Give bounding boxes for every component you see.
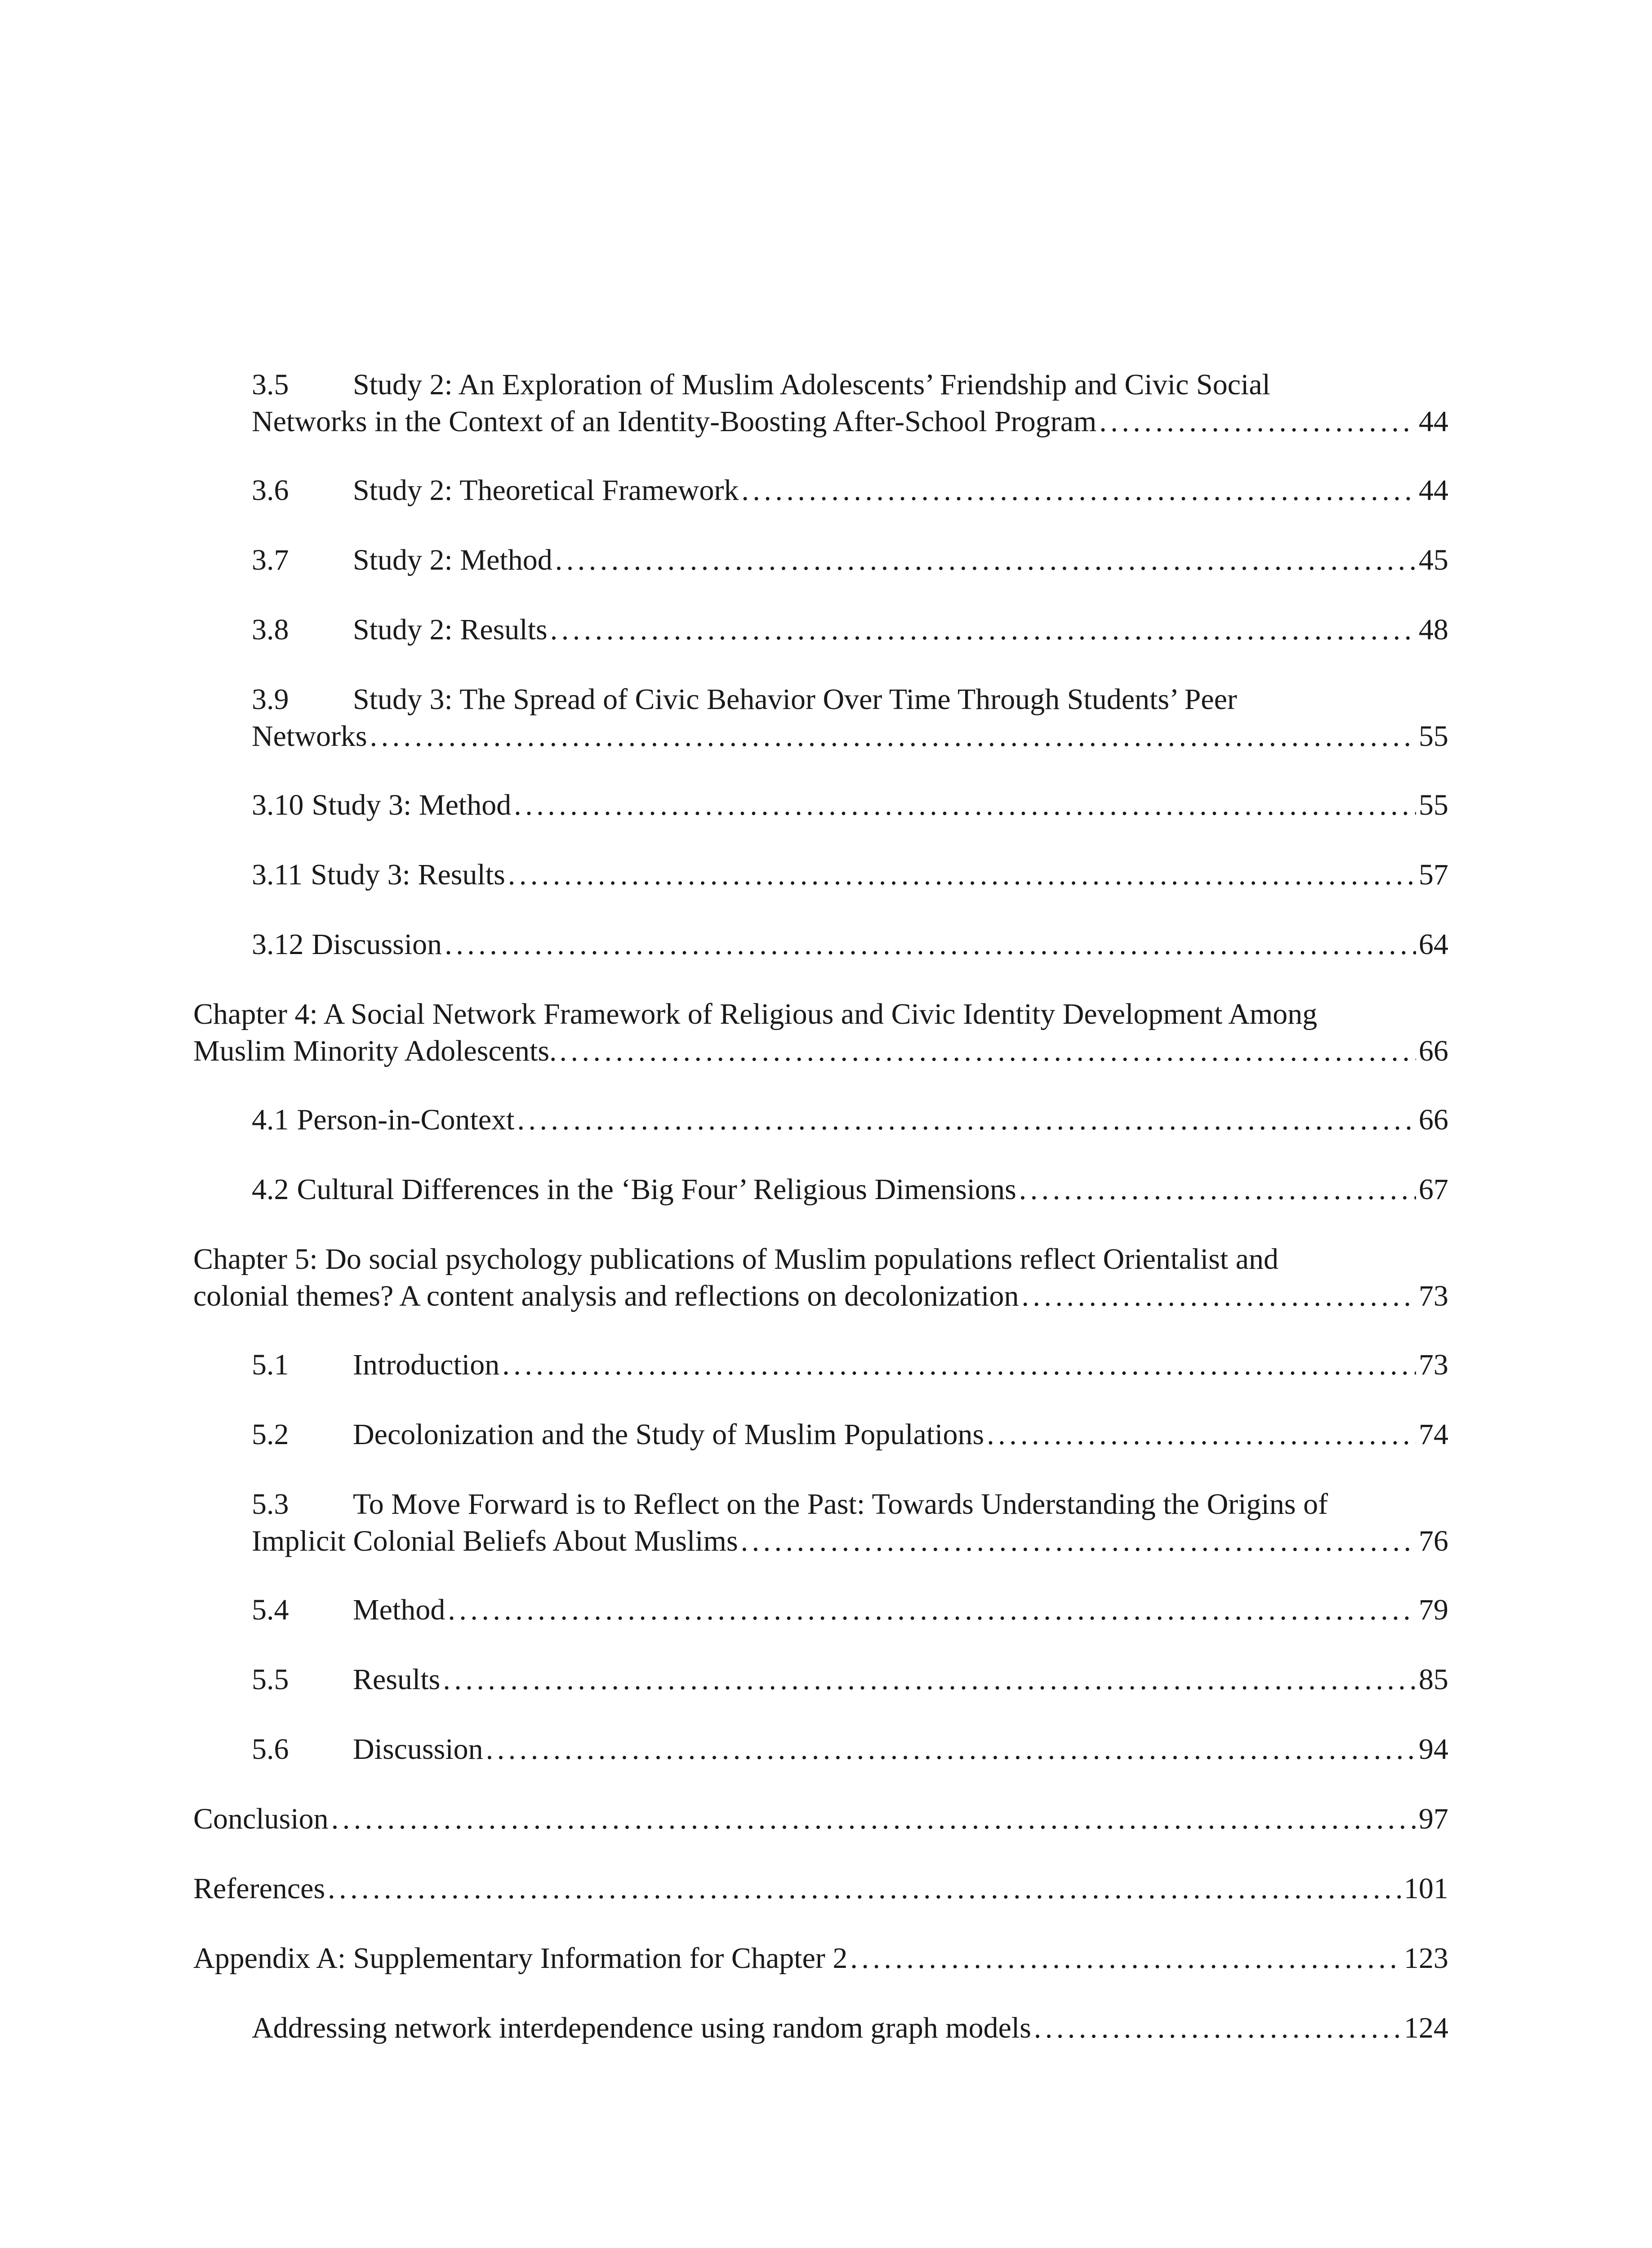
entry-title-line2: Implicit Colonial Beliefs About Muslims	[252, 1525, 738, 1557]
page-number: 123	[1404, 1942, 1448, 1975]
entry-title-line1: Study 3: The Spread of Civic Behavior Over Time Through Students’ Peer	[353, 683, 1237, 716]
toc-entry-3-12[interactable]	[252, 926, 1448, 963]
dot-leader	[448, 1592, 1416, 1628]
section-number: 5.5	[252, 1663, 289, 1696]
section-number: 3.6	[252, 474, 289, 507]
section-number: 5.3	[252, 1488, 289, 1521]
page-number: 85	[1419, 1663, 1448, 1696]
dot-leader	[508, 856, 1416, 893]
dot-leader	[550, 611, 1416, 648]
dot-leader	[850, 1940, 1401, 1977]
page-number: 55	[1419, 720, 1448, 753]
entry-title: Study 3: Method	[312, 789, 512, 821]
toc-entry-5-3[interactable]	[252, 1486, 1448, 1560]
page-number: 66	[1419, 1035, 1448, 1067]
dot-leader	[486, 1731, 1416, 1768]
entry-title: Method	[353, 1593, 445, 1626]
page-number: 48	[1419, 613, 1448, 646]
dot-leader	[1019, 1171, 1416, 1208]
dot-leader	[987, 1416, 1416, 1453]
section-number: 3.9	[252, 683, 289, 716]
dot-leader	[1021, 1278, 1416, 1315]
entry-title-line1: Chapter 4: A Social Network Framework of Religious and Civic Identity Development Among	[193, 998, 1318, 1030]
toc-entry-5-4[interactable]	[252, 1592, 1448, 1628]
entry-title: Study 3: Results	[311, 858, 505, 891]
page-number: 45	[1419, 544, 1448, 576]
toc-entry-conclusion[interactable]	[193, 1801, 1448, 1838]
dot-leader	[517, 1102, 1416, 1138]
page-number: 57	[1419, 858, 1448, 891]
entry-title: Study 2: Theoretical Framework	[353, 474, 739, 507]
entry-title: Results	[353, 1663, 441, 1696]
section-number: 4.1	[252, 1103, 289, 1136]
entry-title: Study 2: Method	[353, 544, 552, 576]
page-number: 44	[1419, 405, 1448, 438]
section-number: 3.7	[252, 544, 289, 576]
toc-entry-5-1[interactable]	[252, 1347, 1448, 1383]
toc-entry-5-6[interactable]	[252, 1731, 1448, 1768]
dot-leader	[555, 542, 1416, 579]
entry-title: References	[193, 1872, 325, 1905]
entry-title: Study 2: Results	[353, 613, 548, 646]
dot-leader	[741, 472, 1416, 509]
entry-title: Appendix A: Supplementary Information for Chapter 2	[193, 1942, 848, 1975]
section-number: 3.10	[252, 789, 304, 821]
entry-title: Decolonization and the Study of Muslim Populations	[353, 1418, 984, 1451]
section-number: 3.5	[252, 368, 289, 401]
entry-title: Introduction	[353, 1348, 500, 1381]
dot-leader	[1034, 2010, 1401, 2047]
entry-title-line2: Networks in the Context of an Identity-Boosting After-School Program	[252, 405, 1097, 438]
dot-leader	[514, 787, 1416, 824]
entry-title: Addressing network interdependence using random graph models	[252, 2012, 1031, 2044]
section-number: 5.6	[252, 1733, 289, 1766]
entry-title: Cultural Differences in the ‘Big Four’ Religious Dimensions	[297, 1173, 1016, 1206]
toc-entry-3-5[interactable]	[252, 366, 1448, 440]
page-number: 74	[1419, 1418, 1448, 1451]
page-number: 94	[1419, 1733, 1448, 1766]
dot-leader	[370, 718, 1416, 755]
page-number: 101	[1404, 1872, 1448, 1905]
dot-leader	[445, 926, 1416, 963]
dot-leader	[741, 1523, 1416, 1560]
entry-title-line2: Muslim Minority Adolescents.	[193, 1035, 557, 1067]
toc-entry-4-1[interactable]	[252, 1102, 1448, 1138]
toc-entry-3-10[interactable]	[252, 787, 1448, 824]
toc-entry-references[interactable]	[193, 1870, 1448, 1907]
dot-leader	[560, 1033, 1416, 1070]
section-number: 5.2	[252, 1418, 289, 1451]
section-number: 3.11	[252, 858, 303, 891]
entry-title-line1: Chapter 5: Do social psychology publications of Muslim populations reflect Orientalist and	[193, 1243, 1279, 1276]
toc-entry-chapter-5[interactable]	[193, 1241, 1448, 1315]
toc-entry-5-5[interactable]	[252, 1661, 1448, 1698]
entry-title-line2: colonial themes? A content analysis and reflections on decolonization	[193, 1280, 1019, 1312]
dot-leader	[443, 1661, 1416, 1698]
page-number: 73	[1419, 1348, 1448, 1381]
section-number: 3.12	[252, 928, 304, 961]
page-number: 76	[1419, 1525, 1448, 1557]
toc-entry-3-8[interactable]	[252, 611, 1448, 648]
page-number: 79	[1419, 1593, 1448, 1626]
entry-title: Discussion	[312, 928, 442, 961]
page-number: 97	[1419, 1802, 1448, 1835]
entry-title-line1: Study 2: An Exploration of Muslim Adolescents’ Friendship and Civic Social	[353, 368, 1270, 401]
page-number: 73	[1419, 1280, 1448, 1312]
entry-title: Person-in-Context	[297, 1103, 515, 1136]
toc-entry-3-7[interactable]	[252, 542, 1448, 579]
page-number: 124	[1404, 2012, 1448, 2044]
toc-entry-5-2[interactable]	[252, 1416, 1448, 1453]
entry-title-line2: Networks	[252, 720, 367, 753]
entry-title: Discussion	[353, 1733, 483, 1766]
dot-leader	[502, 1347, 1416, 1383]
dot-leader	[331, 1801, 1416, 1838]
section-number: 5.4	[252, 1593, 289, 1626]
toc-entry-3-6[interactable]	[252, 472, 1448, 509]
page-number: 55	[1419, 789, 1448, 821]
page-number: 67	[1419, 1173, 1448, 1206]
dot-leader	[1099, 403, 1416, 440]
toc-entry-chapter-4[interactable]	[193, 996, 1448, 1070]
entry-title: Conclusion	[193, 1802, 329, 1835]
toc-entry-appendix-a-sub[interactable]	[252, 2010, 1448, 2047]
toc-entry-4-2[interactable]	[252, 1171, 1448, 1208]
dot-leader	[328, 1870, 1401, 1907]
page-number: 44	[1419, 474, 1448, 507]
section-number: 4.2	[252, 1173, 289, 1206]
section-number: 5.1	[252, 1348, 289, 1381]
entry-title-line1: To Move Forward is to Reflect on the Past: Towards Understanding the Origins of	[353, 1488, 1328, 1521]
toc-entry-3-9[interactable]	[252, 681, 1448, 755]
toc-entry-3-11[interactable]	[252, 856, 1448, 893]
section-number: 3.8	[252, 613, 289, 646]
toc-entry-appendix-a[interactable]	[193, 1940, 1448, 1977]
page-number: 64	[1419, 928, 1448, 961]
page-number: 66	[1419, 1103, 1448, 1136]
